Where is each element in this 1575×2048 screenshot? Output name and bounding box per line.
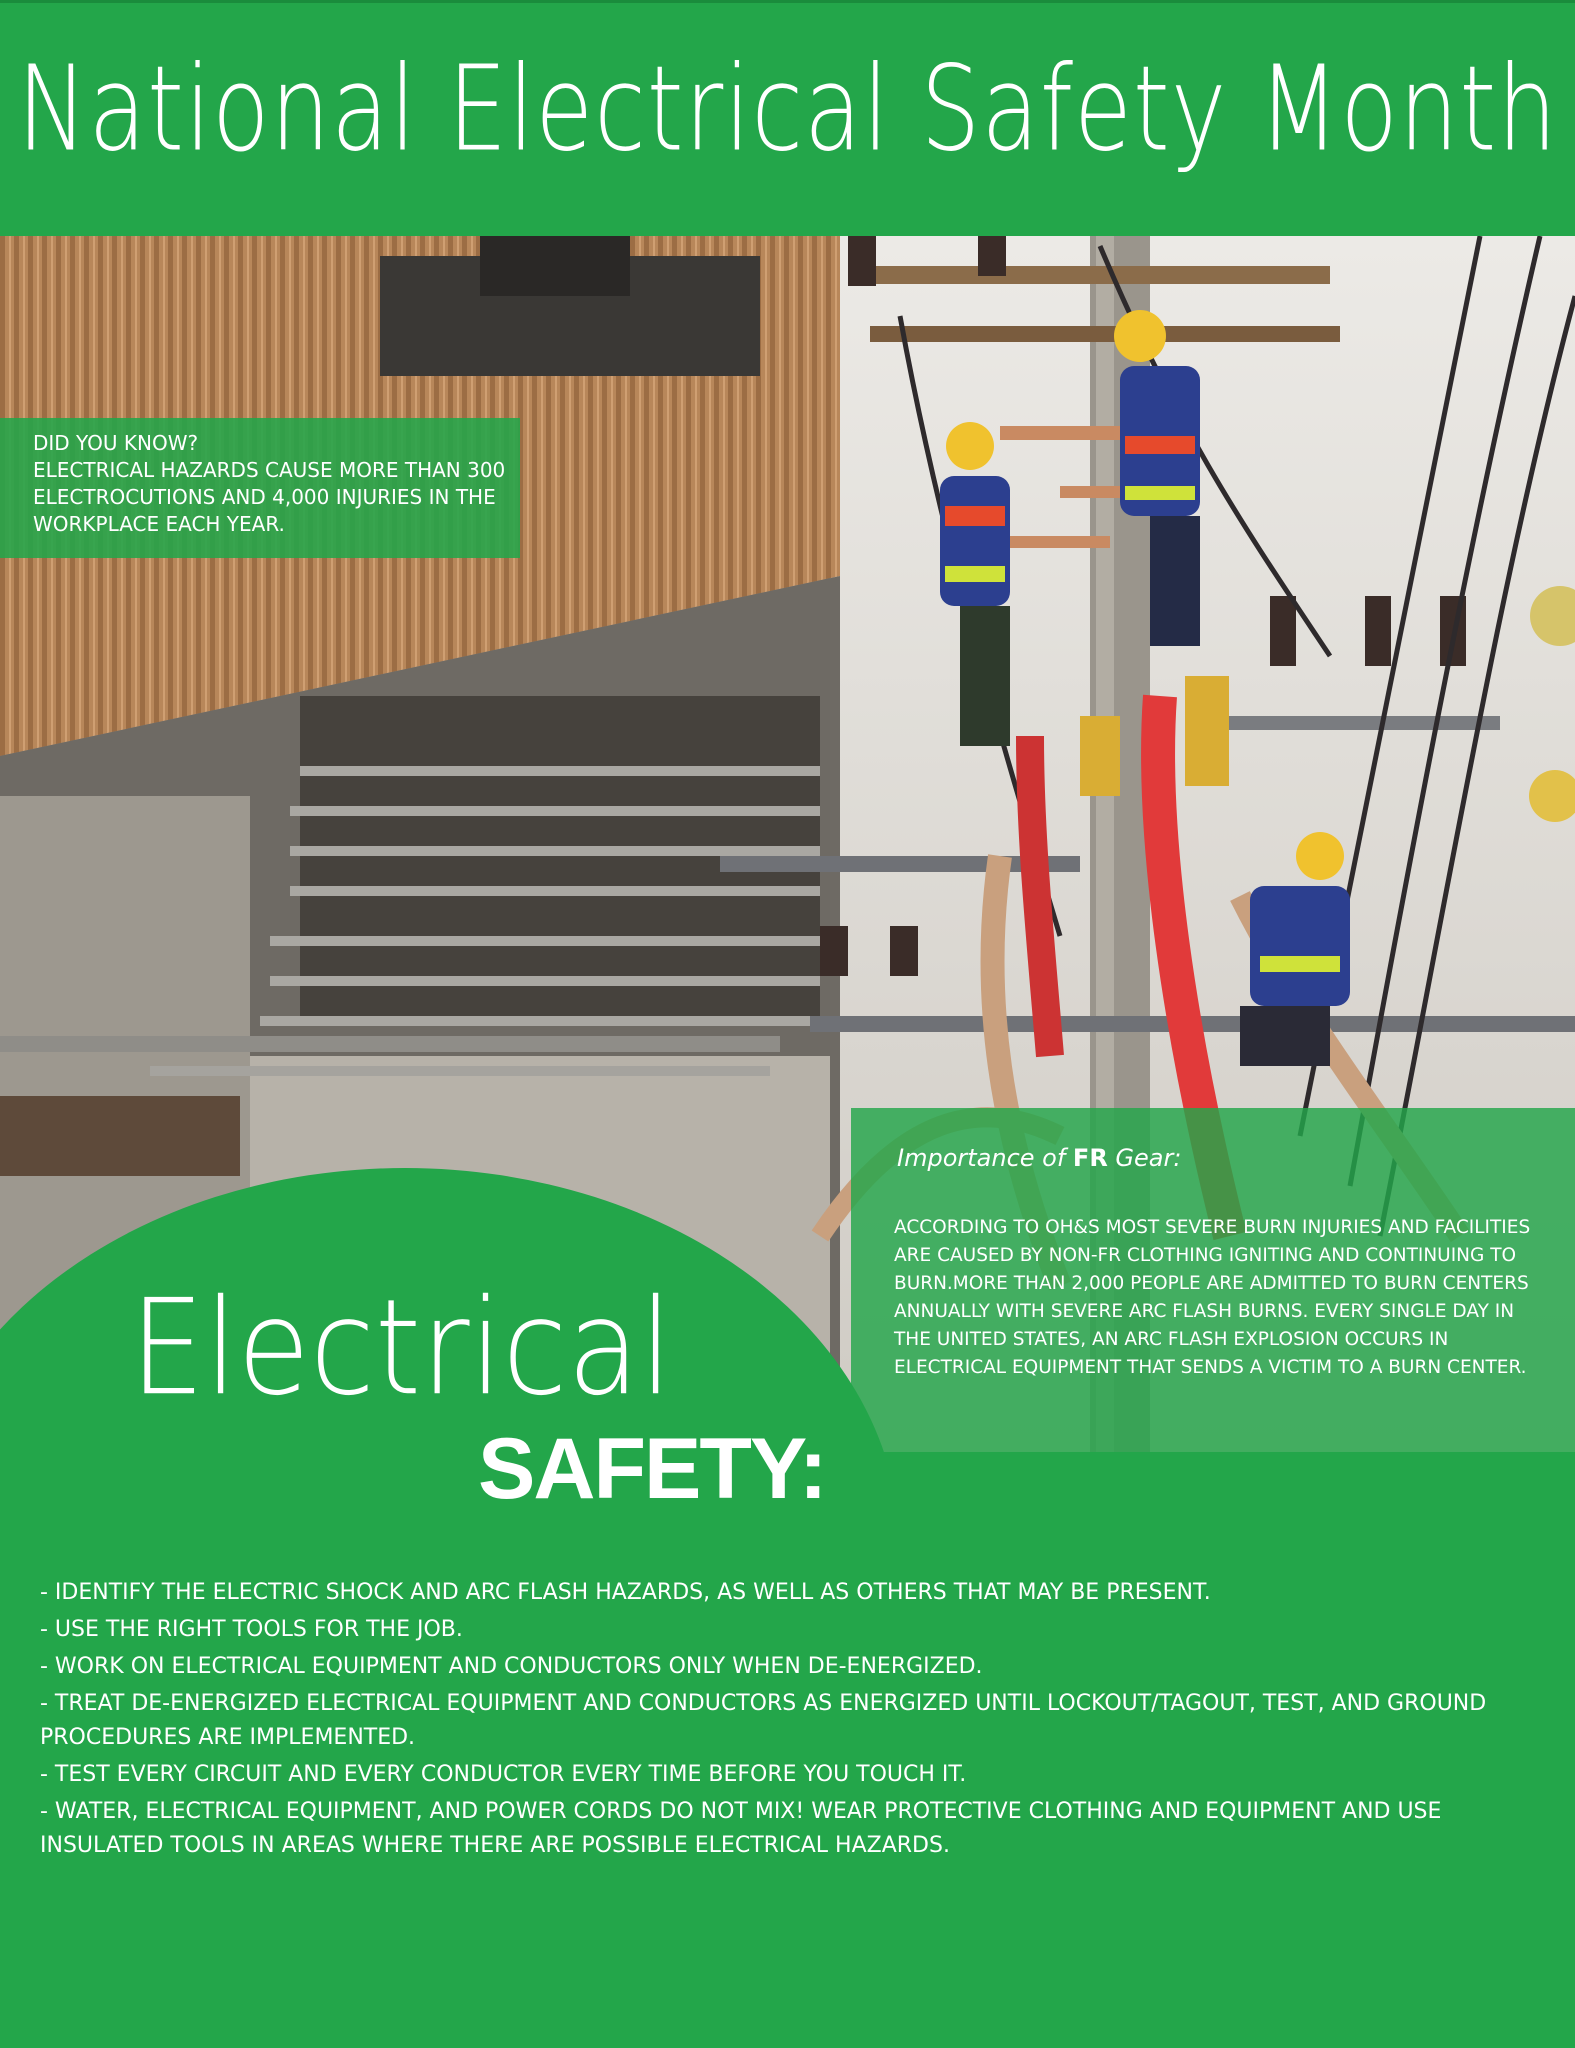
fr-heading-bold: FR [1072,1144,1108,1172]
list-item: - WORK ON ELECTRICAL EQUIPMENT AND CONDUCTORS ONLY WHEN DE-ENERGIZED. [40,1654,983,1679]
list-item: - WATER, ELECTRICAL EQUIPMENT, AND POWER CORDS DO NOT MIX! WEAR PROTECTIVE CLOTHING AND EQUIPMENT AND USE INSULATED TOOLS IN AREAS WHERE THERE ARE POSSIBLE ELECTRICAL HAZARDS. [40,1799,1442,1858]
did-you-know-box [0,418,520,558]
fr-heading-suffix: Gear: [1107,1144,1182,1172]
list-item: - TREAT DE-ENERGIZED ELECTRICAL EQUIPMENT AND CONDUCTORS AS ENERGIZED UNTIL LOCKOUT/TAGOUT, TEST, AND GROUND PROCEDURES ARE IMPLEMENTED. [40,1691,1487,1750]
fr-gear-body: ACCORDING TO OH&S MOST SEVERE BURN INJURIES AND FACILITIES ARE CAUSED BY NON-FR CLOTHING IGNITING AND CONTINUING TO BURN.MORE THAN 2,000 PEOPLE ARE ADMITTED TO BURN CENTERS ANNUALLY WITH SEVERE ARC FLASH BURNS. EVERY SINGLE DAY IN THE UNITED STATES, AN ARC FLASH EXPLOSION OCCURS IN ELECTRICAL EQUIPMENT THAT SENDS A VICTIM TO A BURN CENTER. [894,1217,1531,1378]
fr-gear-box [851,1108,1575,1452]
fr-heading-prefix: Importance of [897,1144,1073,1172]
safety-tips-list [40,1576,1550,1866]
did-you-know-heading: DID YOU KNOW? [33,431,199,455]
header-banner [0,0,1575,236]
did-you-know-body: ELECTRICAL HAZARDS CAUSE MORE THAN 300 ELECTROCUTIONS AND 4,000 INJURIES IN THE WORKPLACE EACH YEAR. [33,458,506,536]
page-title: National Electrical Safety Month [17,42,1558,179]
list-item: - IDENTIFY THE ELECTRIC SHOCK AND ARC FLASH HAZARDS, AS WELL AS OTHERS THAT MAY BE PRESENT. [40,1580,1211,1605]
list-item: - TEST EVERY CIRCUIT AND EVERY CONDUCTOR EVERY TIME BEFORE YOU TOUCH IT. [40,1762,967,1787]
section-title-electrical: Electrical [130,1270,673,1425]
list-item: - USE THE RIGHT TOOLS FOR THE JOB. [40,1617,463,1642]
section-title-safety: SAFETY: [478,1421,826,1517]
top-border [0,0,1575,3]
fr-gear-heading [897,1144,1181,1172]
did-you-know-text [33,430,513,538]
